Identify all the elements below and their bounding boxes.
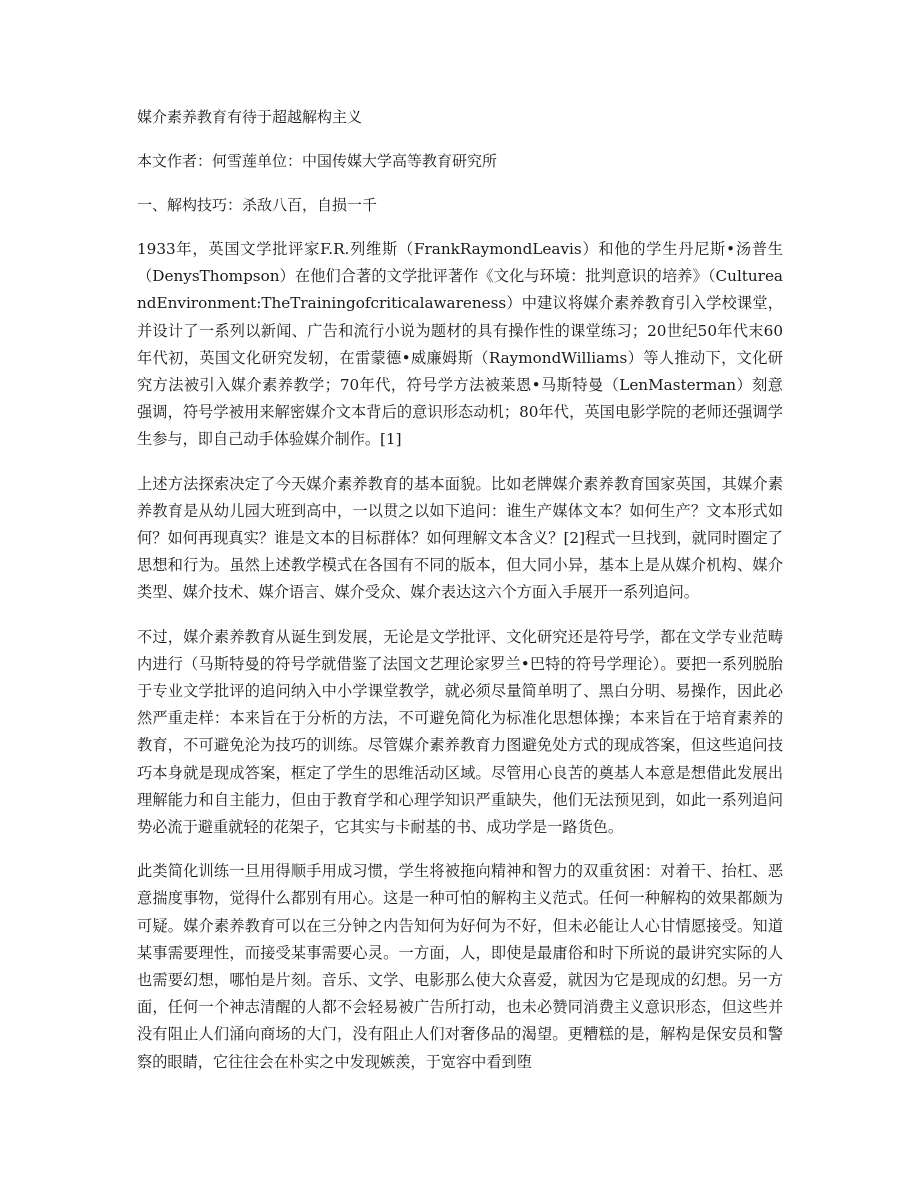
paragraph-3: 不过，媒介素养教育从诞生到发展，无论是文学批评、文化研究还是符号学，都在文学专业范畴内进行（马斯特曼的符号学就借鉴了法国文艺理论家罗兰•巴特的符号学理论）。要把一系列脱胎于专业文学批评的追问纳入中小学课堂教学，就必须尽量简单明了、黑白分明、易操作，因此必然严重走样：本来旨在于分析的方法，不可避免简化为标准化思想体操；本来旨在于培育素养的教育，不可避免沦为技巧的训练。尽管媒介素养教育力图避免处方式的现成答案，但这些追问技巧本身就是现成答案，框定了学生的思维活动区域。尽管用心良苦的奠基人本意是想借此发展出理解能力和自主能力，但由于教育学和心理学知识严重缺失，他们无法预见到，如此一系列追问势必流于避重就轻的花架子，它其实与卡耐基的书、成功学是一路货色。	[137, 627, 783, 837]
document-page	[137, 104, 783, 1093]
paragraph-1: 1933年，英国文学批评家F.R.列维斯（FrankRaymondLeavis）和他的学生丹尼斯•汤普生（DenysThompson）在他们合著的文学批评著作《文化与环境：批判意识的培养》（CultureandEnvironment:TheTrainingofcriticalawareness）中建议将媒介素养教育引入学校课堂，并设计了一系列以新闻、广告和流行小说为题材的具有操作性的课堂练习；20世纪50年代末60年代初，英国文化研究发轫，在雷蒙德•威廉姆斯（RaymondWilliams）等人推动下，文化研究方法被引入媒介素养教学；70年代，符号学方法被莱恩•马斯特曼（LenMasterman）刻意强调，符号学被用来解密媒介文本背后的意识形态动机；80年代，英国电影学院的老师还强调学生参与，即自己动手体验媒介制作。[1]	[137, 240, 783, 449]
section-heading: 一、解构技巧：杀敌八百，自损一千	[137, 196, 378, 214]
author-byline: 本文作者：何雪莲单位：中国传媒大学高等教育研究所	[137, 152, 498, 170]
paragraph-4: 此类简化训练一旦用得顺手用成习惯，学生将被拖向精神和智力的双重贫困：对着干、抬杠、恶意揣度事物，觉得什么都别有用心。这是一种可怕的解构主义范式。任何一种解构的效果都颇为可疑。媒介素养教育可以在三分钟之内告知何为好何为不好，但未必能让人心甘情愿接受。知道某事需要理性，而接受某事需要心灵。一方面，人，即使是最庸俗和时下所说的最讲究实际的人也需要幻想，哪怕是片刻。音乐、文学、电影那么使大众喜爱，就因为它是现成的幻想。另一方面，任何一个神志清醒的人都不会轻易被广告所打动，也未必赞同消费主义意识形态，但这些并没有阻止人们涌向商场的大门，没有阻止人们对奢侈品的渴望。更糟糕的是，解构是保安员和警察的眼睛，它往往会在朴实之中发现嫉羡，于宽容中看到堕	[137, 862, 783, 1071]
paragraph-2: 上述方法探索决定了今天媒介素养教育的基本面貌。比如老牌媒介素养教育国家英国，其媒介素养教育是从幼儿园大班到高中，一以贯之以如下追问：谁生产媒体文本？如何生产？文本形式如何？如何再现真实？谁是文本的目标群体？如何理解文本含义？[2]程式一旦找到，就同时圈定了思想和行为。虽然上述教学模式在各国有不同的版本，但大同小异，基本上是从媒介机构、媒介类型、媒介技术、媒介语言、媒介受众、媒介表达这六个方面入手展开一系列追问。	[137, 474, 783, 602]
document-title: 媒介素养教育有待于超越解构主义	[137, 108, 363, 126]
